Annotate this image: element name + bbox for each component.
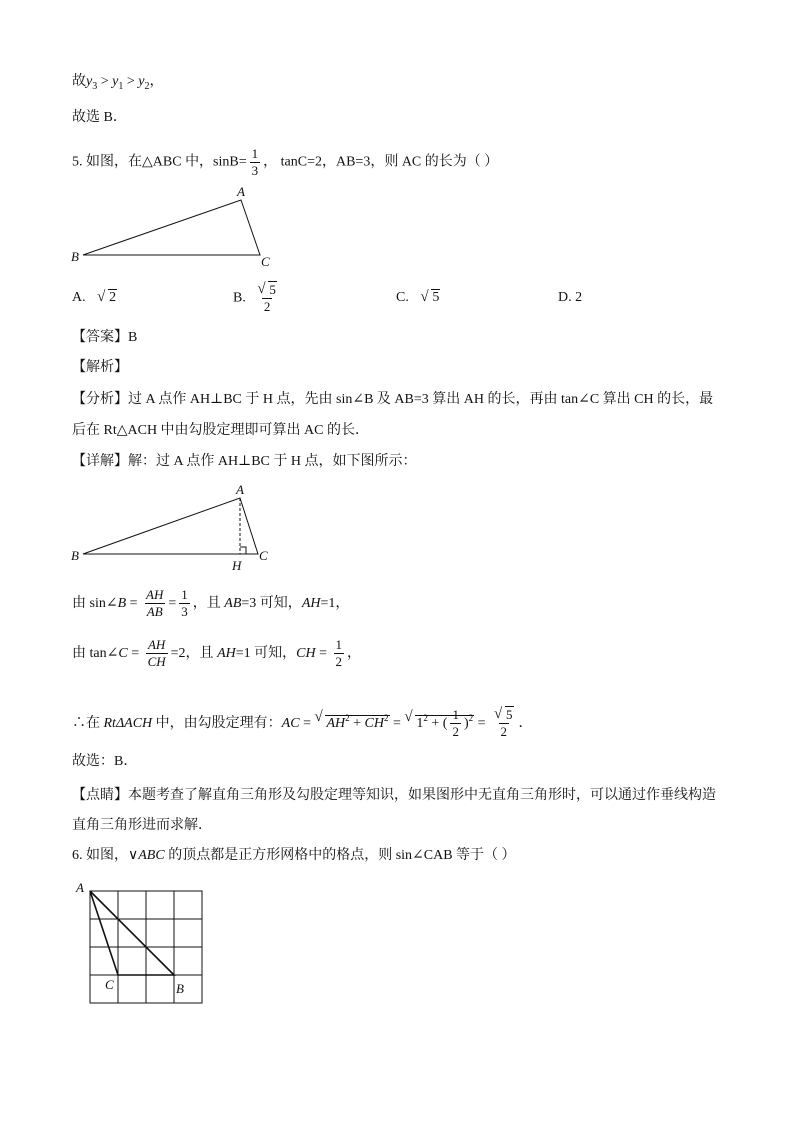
subscript: 1 bbox=[118, 81, 124, 92]
var-y1: y bbox=[112, 74, 119, 89]
denominator: CH bbox=[147, 654, 166, 670]
radicand: 2 bbox=[109, 290, 117, 305]
subscript: 3 bbox=[92, 81, 98, 92]
radicand: 5 bbox=[432, 290, 440, 305]
label-a: A bbox=[76, 880, 84, 895]
fraction bbox=[450, 707, 461, 740]
text: = bbox=[474, 716, 490, 731]
var: B bbox=[117, 596, 127, 611]
text: ， tanC=2，AB=3，则 AC 的长为（ ） bbox=[263, 154, 499, 170]
var: AH bbox=[217, 646, 236, 661]
q5-stem bbox=[72, 146, 498, 179]
numerator: 1 bbox=[335, 637, 342, 653]
fraction bbox=[144, 587, 165, 620]
text: + bbox=[349, 716, 365, 731]
text: ∴在 bbox=[72, 716, 104, 731]
text: = bbox=[299, 716, 315, 731]
text: =1 可知， bbox=[235, 646, 297, 661]
fraction bbox=[255, 282, 279, 315]
denominator: 2 bbox=[263, 299, 271, 314]
var: CH bbox=[296, 646, 316, 661]
label-b: B bbox=[176, 981, 184, 996]
q6-stem bbox=[72, 846, 516, 866]
text: 由 sin∠ bbox=[72, 596, 118, 611]
var: C bbox=[118, 646, 128, 661]
option-a bbox=[72, 290, 117, 306]
label-c: C bbox=[259, 548, 268, 563]
text: △ABC bbox=[142, 154, 182, 170]
var: CH bbox=[364, 716, 384, 731]
superscript: 2 bbox=[345, 713, 350, 723]
label-b: B bbox=[71, 249, 79, 264]
text: 的顶点都是正方形网格中的格点，则 sin∠CAB 等于（ ） bbox=[164, 848, 516, 863]
label-c: C bbox=[261, 254, 270, 269]
conclusion-line bbox=[72, 72, 163, 97]
text: = bbox=[126, 596, 142, 611]
text: ， bbox=[347, 646, 361, 661]
denominator: 3 bbox=[181, 604, 188, 620]
text: = bbox=[315, 646, 331, 661]
detail-line: 【详解】解：过 A 点作 AH⊥BC 于 H 点，如下图所示： bbox=[72, 454, 417, 469]
sqrt bbox=[420, 290, 440, 306]
var: RtΔACH bbox=[103, 716, 153, 731]
text: 5. 如图，在 bbox=[72, 154, 142, 170]
triangle-abc bbox=[83, 200, 260, 255]
var: AH bbox=[326, 716, 346, 731]
denominator: 2 bbox=[335, 654, 342, 670]
text: 由 tan∠ bbox=[72, 646, 119, 661]
answer: 【答案】B bbox=[72, 330, 138, 345]
analysis-line-1: 【分析】过 A 点作 AH⊥BC 于 H 点，先由 sin∠B 及 AB=3 算出 AH 的长，再由 tan∠C 算出 CH 的长，最 bbox=[72, 392, 714, 407]
numerator: AH bbox=[146, 587, 164, 603]
text: =3 可知， bbox=[241, 596, 302, 611]
var: AC bbox=[281, 716, 300, 731]
text: ) bbox=[463, 716, 469, 731]
gt-sign: > bbox=[97, 74, 113, 89]
text: =2，且 bbox=[170, 646, 218, 661]
numerator: 1 bbox=[181, 587, 188, 603]
right-angle-mark bbox=[240, 547, 246, 554]
var-y2: y bbox=[138, 74, 145, 89]
numerator: 1 bbox=[251, 146, 259, 161]
fraction bbox=[179, 587, 190, 620]
sqrt bbox=[257, 282, 277, 298]
text: 中，由勾股定理有： bbox=[152, 716, 282, 731]
choose-b: 故选：B． bbox=[72, 754, 138, 769]
gt-sign: > bbox=[123, 74, 139, 89]
text: ． bbox=[518, 716, 533, 731]
text: = bbox=[168, 596, 177, 611]
label-c: C bbox=[105, 977, 114, 992]
q6-grid-figure bbox=[70, 876, 220, 1016]
option-label: D. bbox=[558, 290, 572, 305]
option-value: 2 bbox=[575, 290, 583, 305]
numerator: AH bbox=[147, 637, 166, 653]
number: 1 bbox=[416, 716, 424, 731]
superscript: 2 bbox=[384, 713, 389, 723]
equation-pythagoras bbox=[72, 696, 533, 746]
option-b bbox=[233, 282, 282, 315]
label-a: A bbox=[236, 482, 244, 497]
var: AH bbox=[301, 596, 321, 611]
comment-line-1: 【点睛】本题考查了解直角三角形及勾股定理等知识，如果图形中无直角三角形时，可以通过作垂线构造 bbox=[72, 788, 716, 803]
text: ，且 bbox=[192, 596, 225, 611]
var: AB bbox=[224, 596, 242, 611]
denominator: AB bbox=[146, 604, 163, 620]
analysis-title: 【解析】 bbox=[72, 360, 128, 375]
sqrt bbox=[404, 696, 474, 746]
equation-tanC bbox=[72, 636, 361, 672]
comment-line-2: 直角三角形进而求解． bbox=[72, 818, 212, 833]
sqrt bbox=[314, 696, 389, 746]
q5-triangle-figure bbox=[60, 180, 290, 270]
superscript: 2 bbox=[468, 713, 474, 723]
denominator: 2 bbox=[452, 724, 459, 740]
denominator: 3 bbox=[251, 163, 259, 178]
option-label: A. bbox=[72, 290, 86, 305]
fraction bbox=[250, 146, 261, 179]
subscript: 2 bbox=[144, 81, 150, 92]
radicand bbox=[325, 715, 389, 731]
var: ∨ABC bbox=[128, 848, 165, 863]
text: = bbox=[389, 716, 405, 731]
text: 中，sinB= bbox=[181, 154, 247, 170]
sqrt bbox=[97, 290, 117, 306]
option-c bbox=[396, 290, 440, 306]
text: 故 bbox=[72, 74, 86, 89]
text: = bbox=[127, 646, 143, 661]
fraction bbox=[334, 637, 345, 670]
triangle-abc bbox=[83, 498, 258, 554]
choose-line: 故选 B． bbox=[72, 110, 127, 125]
text: + ( bbox=[427, 716, 448, 731]
option-d bbox=[558, 290, 582, 306]
numerator: 1 bbox=[452, 707, 459, 723]
option-label: B. bbox=[233, 290, 246, 306]
label-a: A bbox=[237, 184, 245, 199]
text: =1， bbox=[320, 596, 350, 611]
denominator: 2 bbox=[500, 724, 508, 740]
radicand: 5 bbox=[269, 282, 276, 297]
radicand: 5 bbox=[506, 707, 513, 723]
label-b: B bbox=[71, 548, 79, 563]
comma: ， bbox=[149, 74, 164, 89]
option-label: C. bbox=[396, 290, 409, 305]
radicand bbox=[415, 707, 474, 740]
text: 6. 如图， bbox=[72, 848, 128, 863]
var-y3: y bbox=[86, 74, 93, 89]
q5-triangle-with-altitude bbox=[60, 478, 290, 578]
fraction bbox=[146, 637, 168, 670]
label-h: H bbox=[232, 558, 242, 573]
numerator bbox=[255, 282, 279, 298]
numerator bbox=[492, 707, 516, 723]
superscript: 2 bbox=[423, 713, 428, 723]
triangle-abc bbox=[90, 891, 174, 975]
fraction bbox=[492, 707, 516, 740]
equation-sinB bbox=[72, 586, 349, 622]
analysis-line-2: 后在 Rt△ACH 中由勾股定理即可算出 AC 的长． bbox=[72, 423, 370, 438]
sqrt bbox=[494, 707, 514, 723]
